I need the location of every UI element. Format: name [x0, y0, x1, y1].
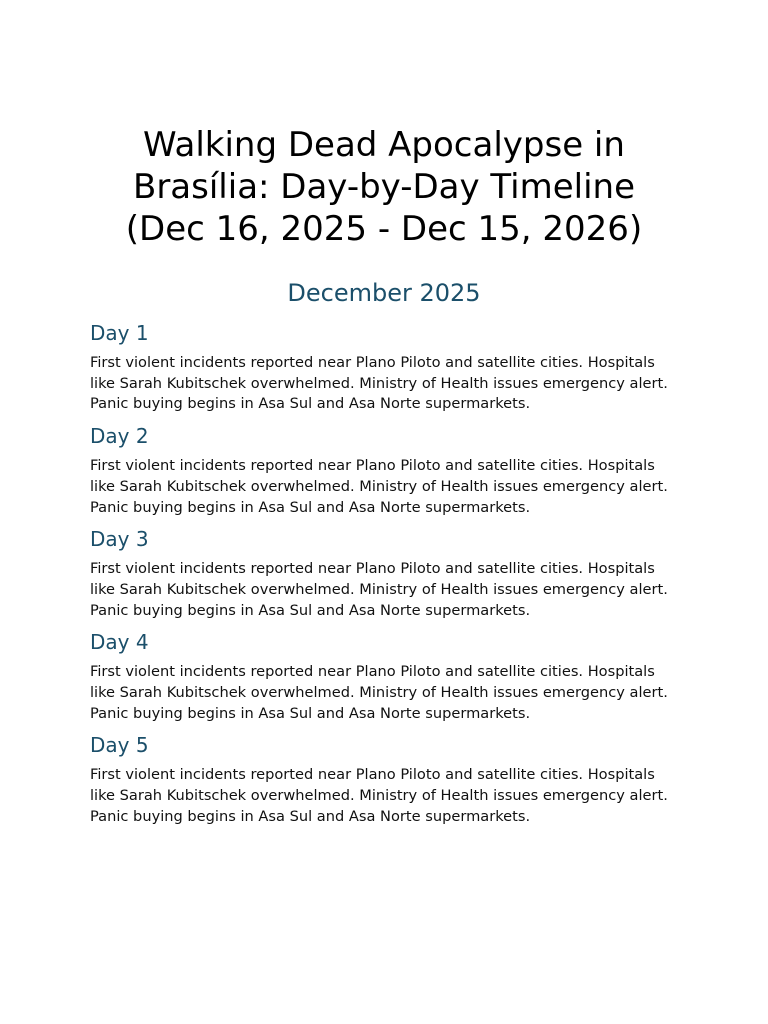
document-title: Walking Dead Apocalypse in Brasília: Day-by-Day Timeline (Dec 16, 2025 - Dec 15, 2026): [125, 125, 643, 249]
day-description: First violent incidents reported near Plano Piloto and satellite cities. Hospitals like Sarah Kubitschek overwhelmed. Ministry of Health issues emergency alert. Panic buying begins in Asa Sul and Asa Norte supermarkets.: [90, 354, 668, 413]
day-heading: Day 3: [90, 527, 149, 552]
day-description: First violent incidents reported near Plano Piloto and satellite cities. Hospitals like Sarah Kubitschek overwhelmed. Ministry of Health issues emergency alert. Panic buying begins in Asa Sul and Asa Norte supermarkets.: [90, 457, 668, 516]
day-entry-4: [90, 629, 678, 724]
day-description: First violent incidents reported near Plano Piloto and satellite cities. Hospitals like Sarah Kubitschek overwhelmed. Ministry of Health issues emergency alert. Panic buying begins in Asa Sul and Asa Norte supermarkets.: [90, 663, 668, 722]
day-description: First violent incidents reported near Plano Piloto and satellite cities. Hospitals like Sarah Kubitschek overwhelmed. Ministry of Health issues emergency alert. Panic buying begins in Asa Sul and Asa Norte supermarkets.: [90, 766, 668, 825]
day-entry-1: [90, 320, 678, 415]
day-heading: Day 5: [90, 733, 149, 758]
month-heading: December 2025: [287, 279, 481, 307]
day-heading: Day 1: [90, 321, 149, 345]
timeline-entries: [90, 320, 678, 828]
day-entry-5: [90, 732, 678, 827]
day-heading: Day 2: [90, 424, 149, 449]
day-description: First violent incidents reported near Plano Piloto and satellite cities. Hospitals like Sarah Kubitschek overwhelmed. Ministry of Health issues emergency alert. Panic buying begins in Asa Sul and Asa Norte supermarkets.: [90, 560, 668, 619]
day-entry-3: [90, 526, 678, 621]
day-entry-2: [90, 423, 678, 518]
day-heading: Day 4: [90, 630, 149, 655]
